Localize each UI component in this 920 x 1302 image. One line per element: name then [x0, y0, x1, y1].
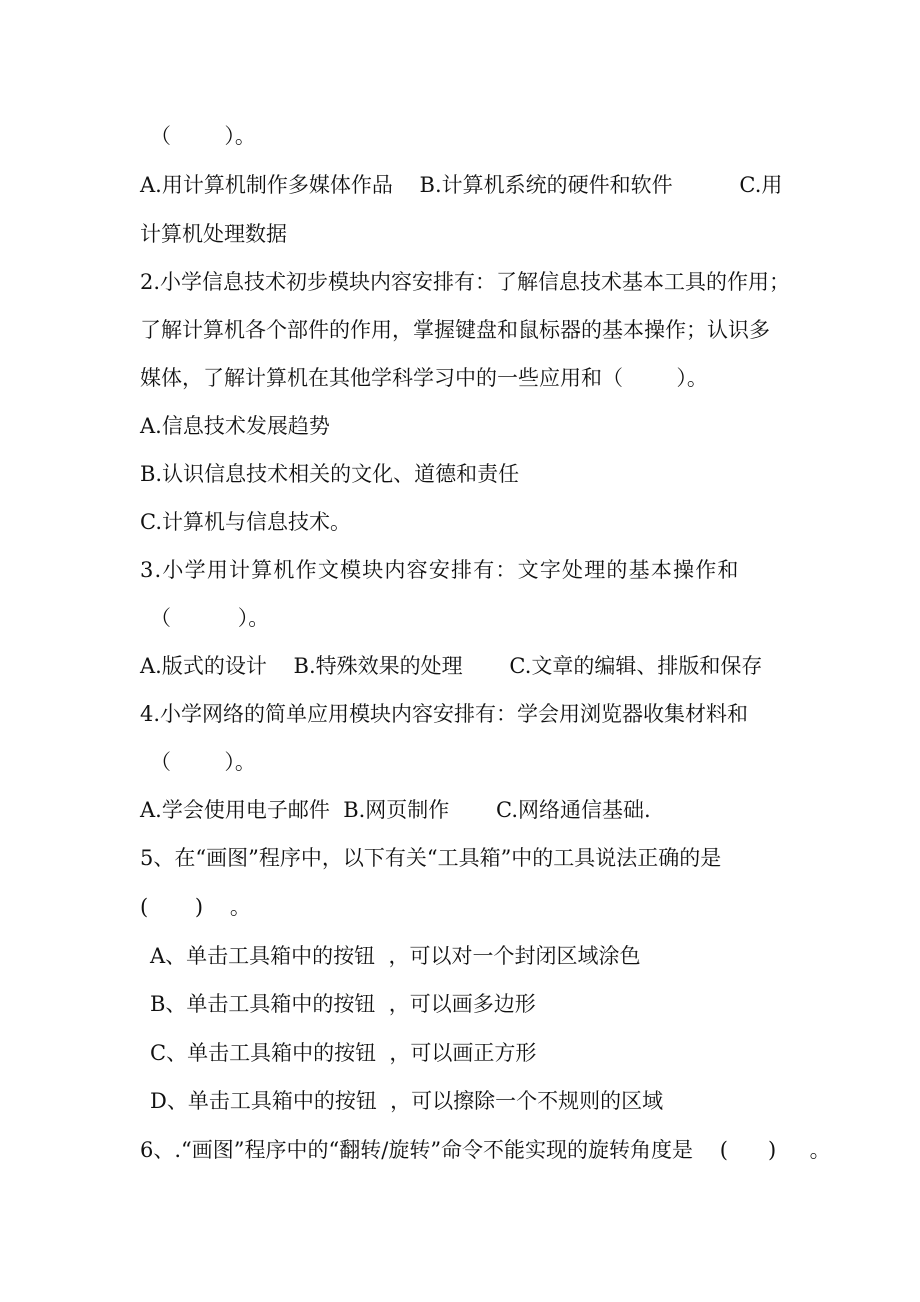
q5-option-d: D、单击工具箱中的按钮 ，可以擦除一个不规则的区域	[150, 1089, 664, 1113]
q5-option-c: C、单击工具箱中的按钮 ，可以画正方形	[150, 1041, 537, 1065]
q5-option-a: A、单击工具箱中的按钮 ，可以对一个封闭区域涂色	[150, 944, 641, 968]
q3-answer-blank: （ ）。	[150, 606, 270, 630]
q2-stem-line3: 媒体，了解计算机在其他学科学习中的一些应用和（ ）。	[140, 366, 708, 390]
q2-option-a: A.信息技术发展趋势	[140, 414, 330, 438]
q4-answer-blank: （ ）。	[150, 750, 256, 774]
q1-options-cont: 计算机处理数据	[140, 222, 287, 246]
q4-stem: 4.小学网络的简单应用模块内容安排有：学会用浏览器收集材料和	[140, 702, 749, 726]
q3-stem: 3.小学用计算机作文模块内容安排有：文字处理的基本操作和	[140, 558, 740, 582]
q5-option-b: B、单击工具箱中的按钮 ，可以画多边形	[150, 992, 536, 1016]
q1-options: A.用计算机制作多媒体作品 B.计算机系统的硬件和软件 C.用	[140, 173, 783, 197]
q2-stem-line2: 了解计算机各个部件的作用，掌握键盘和鼠标器的基本操作；认识多	[140, 318, 770, 342]
q2-option-c: C.计算机与信息技术。	[140, 510, 351, 534]
q2-stem-line1: 2.小学信息技术初步模块内容安排有：了解信息技术基本工具的作用；	[140, 270, 791, 294]
q2-option-b: B.认识信息技术相关的文化、道德和责任	[140, 462, 520, 486]
q6-stem: 6、.“画图”程序中的“翻转/旋转”命令不能实现的旋转角度是 ( ) 。	[140, 1138, 831, 1162]
q1-answer-blank: （ ）。	[150, 124, 256, 148]
q5-answer-blank: ( ) 。	[140, 895, 251, 919]
q4-options: A.学会使用电子邮件 B.网页制作 C.网络通信基础.	[140, 798, 651, 822]
q5-stem: 5、在“画图”程序中，以下有关“工具箱”中的工具说法正确的是	[140, 846, 722, 870]
q3-options: A.版式的设计 B.特殊效果的处理 C.文章的编辑、排版和保存	[140, 654, 763, 678]
